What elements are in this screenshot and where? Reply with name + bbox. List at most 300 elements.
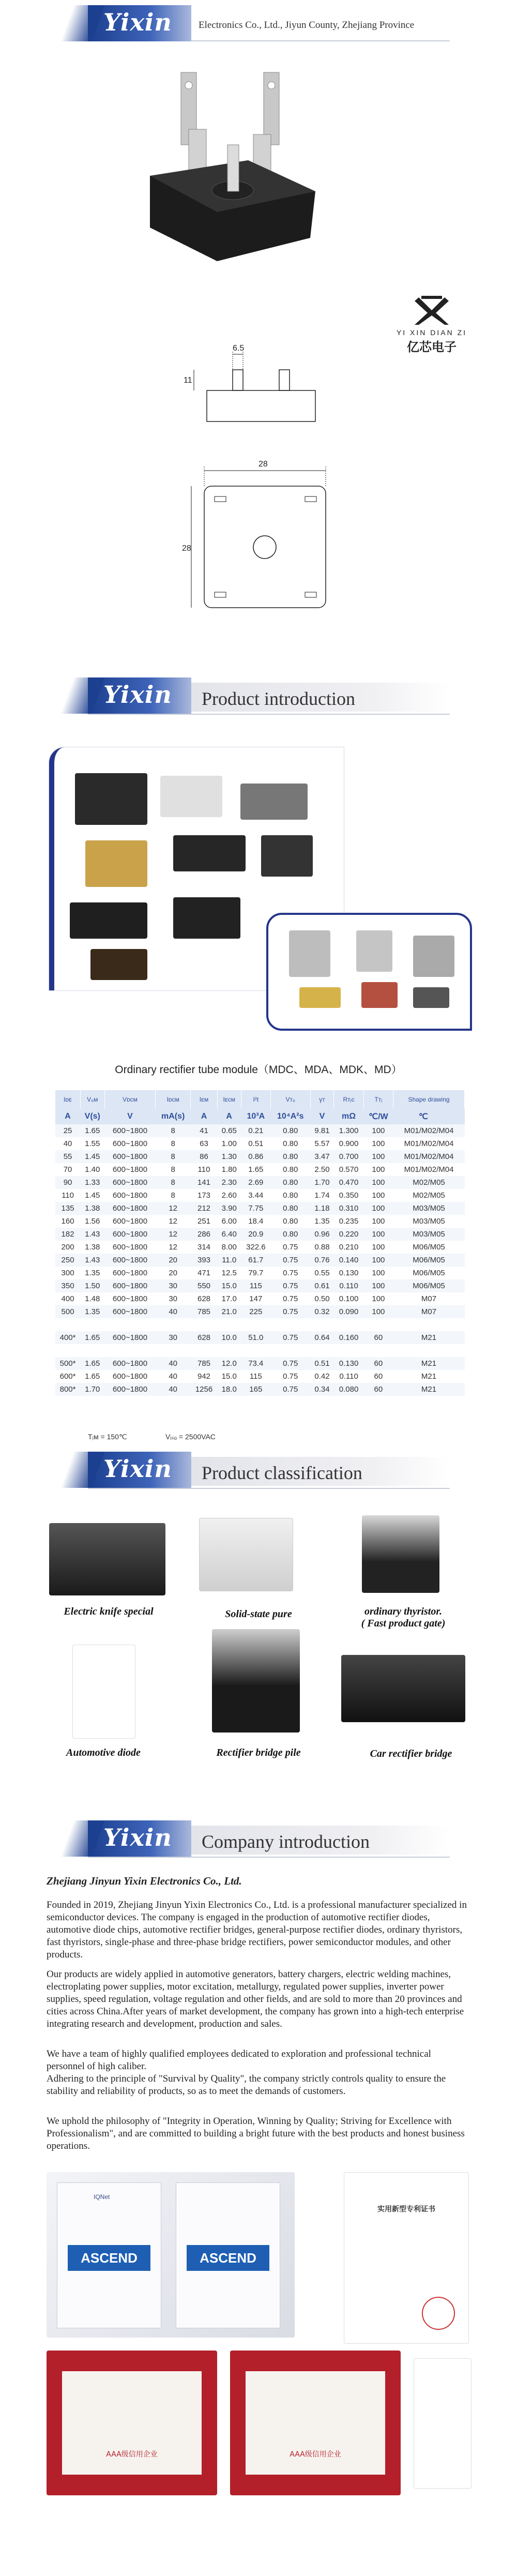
table-cell: 0.570 [339,1165,359,1174]
module-photo-8 [173,897,240,939]
table-cell: 79.7 [248,1269,264,1277]
table-cell: 0.80 [270,1124,310,1137]
rectifier-photo-3 [413,936,454,977]
section-title: Product introduction [202,688,355,709]
cert-bottom-b: AAA级信用企业 [290,2450,341,2459]
table-cell [104,1318,155,1331]
table-cell: 7.75 [241,1202,270,1215]
table-cell [363,1344,393,1357]
brand-logo: Yixin [103,8,172,36]
table-cell: 1.300 [334,1124,363,1137]
table-cell: 1.38 [80,1202,104,1215]
table-unit-cell: mA(s) [156,1109,191,1124]
table-cell: 90 [55,1176,80,1189]
table-cell: 86 [191,1150,218,1163]
table-cell: 100 [372,1217,385,1226]
table-cell: 2.60 [221,1191,237,1200]
table-cell: 0.75 [270,1357,310,1370]
table-cell: 1.48 [85,1294,100,1303]
module-photo-2 [160,776,222,817]
dim-d: 28 [182,544,191,553]
table-row [55,1383,465,1396]
table-header-cell: Iᴇᴄᴍ [217,1090,241,1109]
table-row [55,1254,465,1267]
table-cell: 100 [363,1279,393,1292]
footnote-left: Tⱼᴍ = 150℃ [88,1433,127,1441]
category-image-auto-diode [72,1645,135,1739]
table-cell: 0.88 [314,1243,330,1252]
table-unit-cell: A [191,1109,218,1124]
table-cell: 1.35 [314,1217,330,1226]
table-cell: 225 [241,1305,270,1318]
table-cell: 0.470 [334,1176,363,1189]
table-header-cell: Tᴛⱼ [363,1090,393,1109]
table-cell: M07 [393,1305,465,1318]
table-row [55,1215,465,1228]
table-cell: 0.76 [310,1254,334,1267]
table-cell [217,1344,241,1357]
table-cell: 600~1800 [104,1331,155,1344]
table-cell: 41 [191,1124,218,1137]
banner-logo: Yixin [103,1824,172,1851]
table-cell: M01/M02/M04 [393,1124,465,1137]
table-row [55,1189,465,1202]
table-header-cell: V₀ᴍ [80,1090,104,1109]
table-cell: 0.80 [270,1202,310,1215]
table-cell: 165 [241,1383,270,1396]
dim-a: 6.5 [233,344,245,353]
company-line-bar [191,10,450,39]
table-cell: 40 [156,1305,191,1318]
table-cell: 600~1800 [112,1191,148,1200]
table-cell: 12 [169,1243,177,1252]
table-cell: 322.6 [246,1243,266,1252]
category-image-car-bridge [341,1655,465,1722]
table-unit-cell: ℃/W [363,1109,393,1124]
table-cell: 147 [249,1294,263,1303]
company-line: Electronics Co., Ltd., Jiyun County, Zhejiang Province [199,20,415,31]
brand-x-icon [393,295,470,326]
table-cell: M06/M05 [413,1243,445,1252]
table-cell: 600~1800 [112,1269,148,1277]
table-cell: M01/M02/M04 [404,1139,454,1148]
table-cell: 60 [363,1383,393,1396]
certificate-photo-patent [344,2172,469,2344]
table-header-cell: γᴛ [310,1090,334,1109]
table-cell: 0.96 [310,1228,334,1241]
table-cell [80,1318,104,1331]
table-cell: 1.38 [85,1243,100,1252]
table-cell: 110 [62,1191,74,1200]
table-cell: 0.51 [248,1139,264,1148]
table-cell: 800* [55,1383,80,1396]
table-cell: 500 [55,1305,80,1318]
table-cell: 0.75 [283,1372,298,1381]
table-cell: 785 [191,1357,218,1370]
table-row [55,1331,465,1344]
table-cell: M02/M05 [413,1191,445,1200]
table-cell [270,1344,310,1357]
table-cell: 12 [156,1228,191,1241]
certificate-photo-small [414,2358,472,2489]
table-cell: 0.34 [310,1383,334,1396]
table-cell [156,1344,191,1357]
table-cell: 1.80 [221,1165,237,1174]
table-cell: 73.4 [241,1357,270,1370]
table-cell: 0.50 [314,1294,330,1303]
table-cell: 20 [156,1254,191,1267]
table-cell: 600~1800 [104,1176,155,1189]
table-cell: 17.0 [221,1294,237,1303]
table-unit-cell: V [310,1109,334,1124]
rectifier-photo-1 [289,930,330,977]
table-cell: 393 [191,1254,218,1267]
table-cell: 115 [241,1279,270,1292]
table-cell: 1.40 [85,1165,100,1174]
dim-b: 11 [184,376,192,385]
table-cell: 30 [156,1331,191,1344]
table-cell: 3.44 [248,1191,264,1200]
certificate-photo-credit-2 [230,2351,401,2495]
table-cell: 1.43 [80,1254,104,1267]
product-collage [49,747,468,1032]
table-unit-cell: V(s) [80,1109,104,1124]
table-cell: 6.40 [217,1228,241,1241]
cert-a-band: ASCEND [68,2245,150,2271]
table-cell: 314 [197,1243,211,1252]
table-cell: 251 [197,1217,211,1226]
table-cell: 15.0 [221,1372,237,1381]
intro-divider [88,714,450,715]
module-photo-5 [173,835,246,871]
table-cell: 0.75 [270,1383,310,1396]
table-cell: 0.86 [241,1150,270,1163]
table-cell: 1.35 [85,1269,100,1277]
table-cell: 628 [197,1294,211,1303]
table-cell: 350 [55,1279,80,1292]
table-cell: 60 [363,1331,393,1344]
table-cell: 8 [156,1150,191,1163]
table-cell: 400* [55,1331,80,1344]
table-cell: 0.75 [270,1331,310,1344]
table-cell: 0.110 [334,1279,363,1292]
table-cell [55,1318,80,1331]
table-cell: 600~1800 [104,1228,155,1241]
table-cell: 600~1800 [112,1294,148,1303]
table-cell: 70 [63,1165,72,1174]
table-unit-cell: 10⁴A²s [270,1109,310,1124]
brand-pinyin: YI XIN DIAN ZI [396,328,467,337]
table-cell: 600~1800 [112,1139,148,1148]
table-cell: 30 [169,1294,177,1303]
table-cell: 200 [61,1243,74,1252]
category-image-electric-knife [49,1523,165,1595]
table-cell: 55 [55,1150,80,1163]
table-row [55,1267,465,1279]
table-cell: 1.70 [310,1176,334,1189]
table-row [55,1137,465,1150]
table-cell: 600~1800 [112,1165,148,1174]
company-name: Zhejiang Jinyun Yixin Electronics Co., Ltd. [47,1875,242,1887]
table-row [55,1357,465,1370]
table-cell: 600* [59,1372,76,1381]
table-cell: 5.57 [314,1139,330,1148]
title-bar [191,1826,450,1855]
section-banner-product-intro [88,677,450,714]
category-image-thyristor [362,1515,439,1593]
table-cell: 100 [372,1269,385,1277]
table-cell: 100 [363,1305,393,1318]
table-cell: 1.74 [314,1191,330,1200]
table-cell: 1.50 [80,1279,104,1292]
table-cell: 100 [363,1228,393,1241]
table-cell [241,1344,270,1357]
table-cell: 12.5 [221,1269,237,1277]
table-cell: 0.75 [270,1279,310,1292]
table-cell: 600~1800 [112,1372,148,1381]
table-cell: M03/M05 [393,1228,465,1241]
table-header-row [55,1090,465,1109]
category-label: Car rectifier bridge [370,1748,452,1759]
table-cell: 0.210 [339,1243,359,1252]
table-row [55,1163,465,1176]
table-cell: 2.69 [241,1176,270,1189]
table-cell: 30 [156,1279,191,1292]
table-cell: 600~1800 [104,1254,155,1267]
table-cell: M21 [393,1357,465,1370]
certificate-right [176,2182,280,2328]
table-cell: 15.0 [217,1279,241,1292]
table-cell: M21 [421,1372,437,1381]
table-cell: 12 [156,1202,191,1215]
table-cell: M01/M02/M04 [404,1165,454,1174]
table-row [55,1124,465,1137]
table-cell: 600~1800 [112,1217,148,1226]
table-row [55,1344,465,1357]
table-cell: 3.47 [310,1150,334,1163]
category-label: ordinary thyristor. ( Fast product gate) [361,1606,446,1629]
module-photo-9 [90,949,147,980]
table-header-cell: Iᴅᴄᴍ [156,1090,191,1109]
table-cell: 0.350 [339,1191,359,1200]
category-image-solid-state [199,1518,293,1591]
table-cell: 100 [372,1294,385,1303]
table-unit-cell [453,1109,464,1124]
title-bar [191,1457,450,1486]
table-cell: 0.75 [270,1254,310,1267]
table-title: Ordinary rectifier tube module（MDC、MDA、MDK、MD） [115,1064,402,1076]
table-row [55,1279,465,1292]
table-cell: 160 [61,1217,74,1226]
table-row [55,1150,465,1163]
table-cell: 173 [197,1191,211,1200]
module-photo-4 [85,840,147,887]
category-label: Solid-state pure [225,1608,292,1620]
table-cell: 0.75 [283,1269,298,1277]
table-cell: 0.32 [310,1305,334,1318]
table-header-cell: Shape drawing [393,1090,465,1109]
table-cell: 60 [363,1357,393,1370]
company-paragraph-3: We have a team of highly qualified employees dedicated to exploration and professional technical personnel of high caliber. Adhering to the principle of "Survival by Quality", the company strictly controls quality to ensure the stability and reliability of products, so as to meet the demands of customers. [47,2048,446,2097]
table-cell: 61.7 [241,1254,270,1267]
table-unit-cell: A [217,1109,241,1124]
table-cell: 0.42 [314,1372,330,1381]
table-cell: 1.70 [80,1383,104,1396]
table-cell: 100 [363,1202,393,1215]
cert-c-title: 实用新型专利证书 [377,2205,435,2213]
table-header-cell: Iᴇᴍ [191,1090,218,1109]
table-cell: 0.80 [283,1165,298,1174]
table-cell [104,1344,155,1357]
table-cell: 10.0 [217,1331,241,1344]
table-cell: 0.140 [334,1254,363,1267]
table-cell: 1.45 [80,1150,104,1163]
section-banner-product-class [88,1452,450,1488]
table-cell: 100 [363,1150,393,1163]
table-cell [393,1318,465,1331]
table-cell [191,1318,218,1331]
table-cell: 11.0 [217,1254,241,1267]
logo-bar [88,5,191,41]
table-cell: 20.9 [241,1228,270,1241]
table-cell: 1.65 [85,1372,100,1381]
banner-logo: Yixin [103,681,172,709]
table-cell: 1.33 [80,1176,104,1189]
table-cell: 8 [171,1191,175,1200]
table-cell: 40 [156,1357,191,1370]
table-cell: 600~1800 [104,1305,155,1318]
table-cell: 0.80 [270,1150,310,1163]
category-label: Rectifier bridge pile [216,1747,301,1758]
table-header-cell: Vᴛ₀ [270,1090,310,1109]
table-header-cell: Rᴛⱼᴄ [334,1090,363,1109]
table-unit-cell: ℃ [393,1109,454,1124]
table-cell: 0.65 [217,1124,241,1137]
section-title: Product classification [202,1463,362,1483]
table-header-cell: I²t [241,1090,270,1109]
table-cell: 100 [372,1165,385,1174]
table-cell: 100 [363,1254,393,1267]
rectifier-photo-4 [299,987,341,1008]
table-cell: 40 [63,1139,72,1148]
table-cell: M01/M02/M04 [393,1150,465,1163]
company-paragraph-4: We uphold the philosophy of "Integrity in Operation, Winning by Quality; Striving for Excellence with Professionalism", and are committed to building a bright future with the best products and honest business operations. [47,2116,465,2151]
table-cell: 0.75 [283,1294,298,1303]
credit-cert-face [62,2371,202,2475]
table-cell: 141 [191,1176,218,1189]
table-cell: 286 [191,1228,218,1241]
table-cell: 100 [372,1191,385,1200]
rectifier-photo-2 [356,930,392,972]
table-cell: M06/M05 [393,1254,465,1267]
collage-right-panel [266,913,472,1031]
table-row [55,1370,465,1383]
category-label: Electric knife special [64,1606,154,1617]
table-cell: 0.80 [283,1217,298,1226]
table-cell [80,1344,104,1357]
table-row [55,1176,465,1189]
table-cell: 0.700 [334,1150,363,1163]
table-cell: 20 [169,1269,177,1277]
table-cell: 8 [156,1124,191,1137]
company-paragraph-2: Our products are widely applied in automotive generators, battery chargers, electric welding machines, electroplating power supplies, motor excitation, metallurgy, regulated power supplies, inverter power supplies, speed regulation, voltage regulation and other fields, and are sold to more than 20 provinces and cities across China.After years of market development, the company has grown into a high-tech enterprise integrating research and development, production and sales. [47,1969,464,2029]
table-cell: 300 [61,1269,74,1277]
table-cell [393,1344,465,1357]
table-header-cell: Iᴅᴇ [55,1090,80,1109]
table-cell: 110 [197,1165,210,1174]
table-cell: 1.00 [221,1139,237,1148]
table-cell: 9.81 [310,1124,334,1137]
table-cell: 8 [156,1176,191,1189]
logo-bar [88,1820,191,1857]
footnote-right: Vᵢₛₒ = 2500VAC [165,1433,216,1441]
module-photo-1 [75,773,147,825]
title-bar [191,683,450,712]
module-photo-3 [240,784,308,820]
table-row [55,1202,465,1215]
table-units-row [55,1109,465,1124]
header-banner [88,5,450,41]
table-cell: M06/M05 [413,1269,445,1277]
table-cell: 1256 [191,1383,218,1396]
company-divider [88,1857,450,1858]
class-divider [88,1488,450,1489]
table-cell: 0.110 [339,1372,358,1381]
section-title: Company introduction [202,1831,370,1852]
table-row [55,1228,465,1241]
table-cell: 0.130 [334,1357,363,1370]
table-cell: 135 [55,1202,80,1215]
category-image-bridge-pile [212,1629,300,1733]
table-cell: 0.100 [339,1294,359,1303]
table-cell: 0.51 [310,1357,334,1370]
brand-chinese: 亿芯电子 [407,340,457,354]
table-cell: 550 [191,1279,218,1292]
table-cell: 1.55 [85,1139,100,1148]
table-cell: 785 [191,1305,218,1318]
table-cell: 100 [363,1176,393,1189]
table-cell: 600~1800 [104,1279,155,1292]
table-cell [241,1318,270,1331]
table-cell: 0.80 [283,1191,298,1200]
certificate-left [57,2182,161,2328]
table-cell: 6.00 [221,1217,237,1226]
dim-c: 28 [258,460,268,469]
table-cell: M03/M05 [413,1217,445,1226]
table-cell: 100 [363,1124,393,1137]
table-cell: 12 [169,1217,177,1226]
table-cell: 1.18 [310,1202,334,1215]
table-cell: 942 [197,1372,211,1381]
table-cell: M21 [393,1331,465,1344]
side-view-drawing [176,341,341,445]
table-cell: M21 [393,1383,465,1396]
table-cell: 0.310 [334,1202,363,1215]
table-cell: 18.0 [217,1383,241,1396]
table-cell: 0.090 [334,1305,363,1318]
table-cell: 600~1800 [104,1383,155,1396]
table-cell: 8 [171,1139,175,1148]
table-cell: 212 [191,1202,218,1215]
table-cell [55,1344,80,1357]
table-cell: 21.0 [217,1305,241,1318]
table-cell [363,1318,393,1331]
table-cell [310,1318,334,1331]
seal-icon [422,2297,455,2330]
table-cell: 2.30 [217,1176,241,1189]
table-cell: 0.61 [310,1279,334,1292]
table-cell [191,1344,218,1357]
